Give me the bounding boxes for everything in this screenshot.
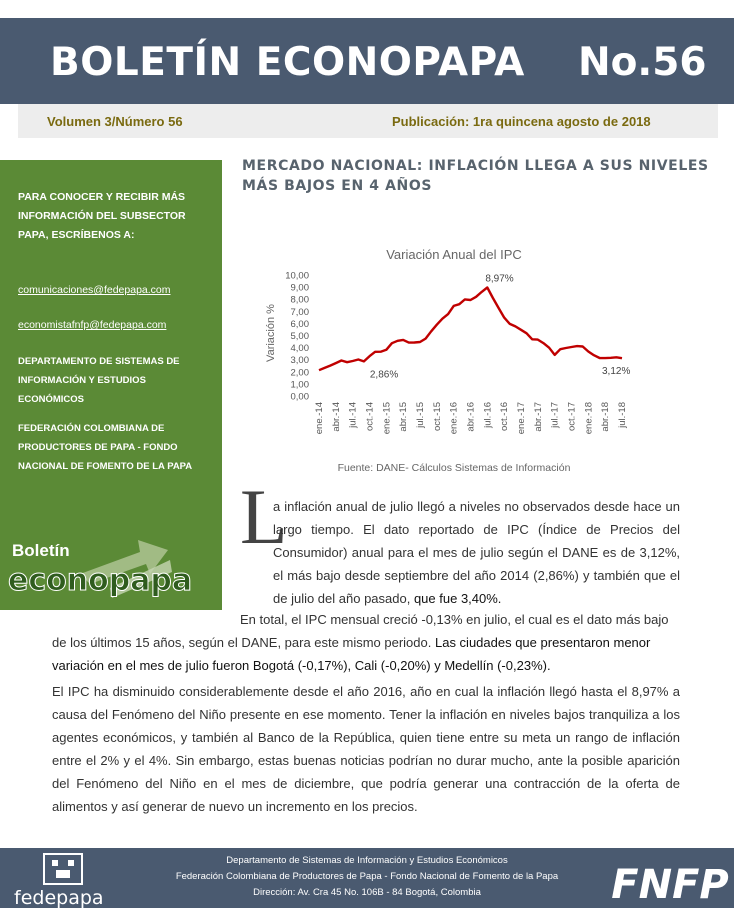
x-tick-label: abr.-16 [465, 402, 477, 432]
x-tick-label: abr.-17 [532, 402, 544, 432]
fedepapa-emblem [44, 854, 82, 884]
volume-label: Volumen 3/Número 56 [47, 114, 183, 129]
y-tick-label: 7,00 [290, 306, 309, 318]
y-tick-label: 0,00 [290, 391, 309, 403]
x-tick-label: abr.-14 [330, 402, 342, 432]
fedepapa-wordmark: fedepapa [14, 887, 104, 908]
x-tick-label: ene.-16 [448, 402, 460, 435]
x-tick-label: ene.-18 [583, 402, 595, 435]
x-tick-label: ene.-17 [516, 402, 527, 435]
email-link-comunicaciones[interactable]: comunicaciones@fedepapa.com [18, 284, 171, 296]
x-tick-label: oct.-15 [431, 402, 443, 432]
article-paragraph-3: El IPC ha disminuido considerablemente desde el año 2016, año en cual la inflación llegó hasta el 8,97% a causa del Fenómeno del Niño presente en ese momento. Tener la inflación en niveles bajos tranquiliza a los agentes económicos, y también al Banco de la República, quien tiene entre su meta un rango de inflación entre el 2% y el 4%. Sin embargo, estas buenas noticias podrían no durar mucho, ante la posible aparición del Fenómeno del Niño en el mes de diciembre, que podría generar una contracción de la oferta de alimentos y así generar de nuevo un incremento en los precios. [52, 684, 680, 814]
chart-title: Variación Anual del IPC [386, 247, 522, 262]
paragraph-2-highlight: Las ciudades que presentaron menor variación en el mes de julio fueron Bogotá (-0,17%), Cali (-0,20%) y Medellín (-0,23%). [52, 635, 651, 673]
x-tick-label: oct.-17 [566, 402, 578, 432]
logo-text-top: Boletín [12, 541, 70, 560]
y-tick-label: 10,00 [285, 270, 309, 282]
email-link-economista[interactable]: economistafnfp@fedepapa.com [18, 319, 167, 331]
y-tick-label: 1,00 [290, 379, 309, 391]
logo-text-bottom: econopapa [8, 563, 193, 598]
y-tick-label: 9,00 [290, 282, 309, 294]
x-tick-label: ene.-15 [381, 402, 393, 435]
article-dropcap: L [240, 473, 288, 560]
y-tick-label: 8,00 [290, 294, 309, 306]
article-paragraph-1 [273, 495, 680, 610]
x-tick-label: oct.-14 [364, 402, 376, 432]
chart-source: Fuente: DANE- Cálculos Sistemas de Información [337, 462, 571, 474]
x-tick-label: jul.-16 [482, 402, 494, 428]
article-paragraph-2 [52, 608, 680, 677]
x-tick-label: jul.-17 [549, 402, 561, 428]
y-tick-label: 5,00 [290, 331, 309, 342]
bulletin-number: No.56 [578, 40, 707, 85]
x-tick-label: jul.-18 [617, 402, 628, 428]
x-tick-label: jul.-15 [415, 402, 426, 428]
footer-department: Departamento de Sistemas de Información y Estudios Económicos [226, 855, 508, 866]
series-line-ipc [319, 288, 622, 371]
article-title: MERCADO NACIONAL: INFLACIÓN LLEGA A SUS NIVELES MÁS BAJOS EN 4 AÑOS [242, 158, 709, 194]
y-tick-label: 2,00 [290, 367, 309, 379]
fedepapa-logo [12, 852, 112, 908]
data-label: 2,86% [369, 369, 399, 381]
y-tick-label: 4,00 [290, 343, 309, 355]
paragraph-1-highlight: que fue 3,40%. [413, 591, 502, 606]
x-tick-label: jul.-14 [347, 402, 359, 428]
publication-date: Publicación: 1ra quincena agosto de 2018 [392, 114, 651, 129]
x-tick-label: abr.-18 [600, 402, 612, 432]
footer-organization: Federación Colombiana de Productores de Papa - Fondo Nacional de Fomento de la Papa [175, 871, 559, 882]
sidebar-department: DEPARTAMENTO DE SISTEMAS DE INFORMACIÓN Y ESTUDIOS ECONÓMICOS [18, 356, 180, 405]
paragraph-2-text: En total, el IPC mensual creció -0,13% en julio, el cual es el dato más bajo de los últimos 15 años, según el DANE, para este mismo periodo. [52, 612, 669, 650]
sidebar-organization: FEDERACIÓN COLOMBIANA DE PRODUCTORES DE PAPA - FONDO NACIONAL DE FOMENTO DE LA PAPA [18, 423, 193, 472]
chart-ylabel: Variación % [265, 304, 277, 362]
footer-address: Dirección: Av. Cra 45 No. 106B - 84 Bogotá, Colombia [253, 887, 481, 898]
data-label: 3,12% [602, 366, 631, 378]
ipc-chart [258, 235, 638, 480]
x-tick-label: ene.-14 [314, 402, 325, 435]
econopapa-logo [0, 522, 222, 610]
x-tick-label: abr.-15 [398, 402, 410, 432]
fnfp-logo [611, 856, 729, 908]
paragraph-1-text: a inflación anual de julio llegó a niveles no observados desde hace un largo tiempo. El dato reportado de IPC (Índice de Precios del Consumidor) anual para el mes de julio según el DANE es de 3,12%, el más bajo desde septiembre del año 2014 (2,86%) y también que el de julio del año pasado, [273, 499, 680, 606]
sidebar-heading: PARA CONOCER Y RECIBIR MÁS INFORMACIÓN DEL SUBSECTOR PAPA, ESCRÍBENOS A: [18, 191, 186, 241]
y-tick-label: 6,00 [290, 318, 309, 330]
x-tick-label: oct.-16 [499, 402, 511, 432]
data-label: 8,97% [485, 273, 514, 285]
bulletin-title: BOLETÍN ECONOPAPA [50, 40, 525, 85]
y-tick-label: 3,00 [290, 355, 309, 367]
fnfp-wordmark: FNFP [611, 862, 729, 908]
